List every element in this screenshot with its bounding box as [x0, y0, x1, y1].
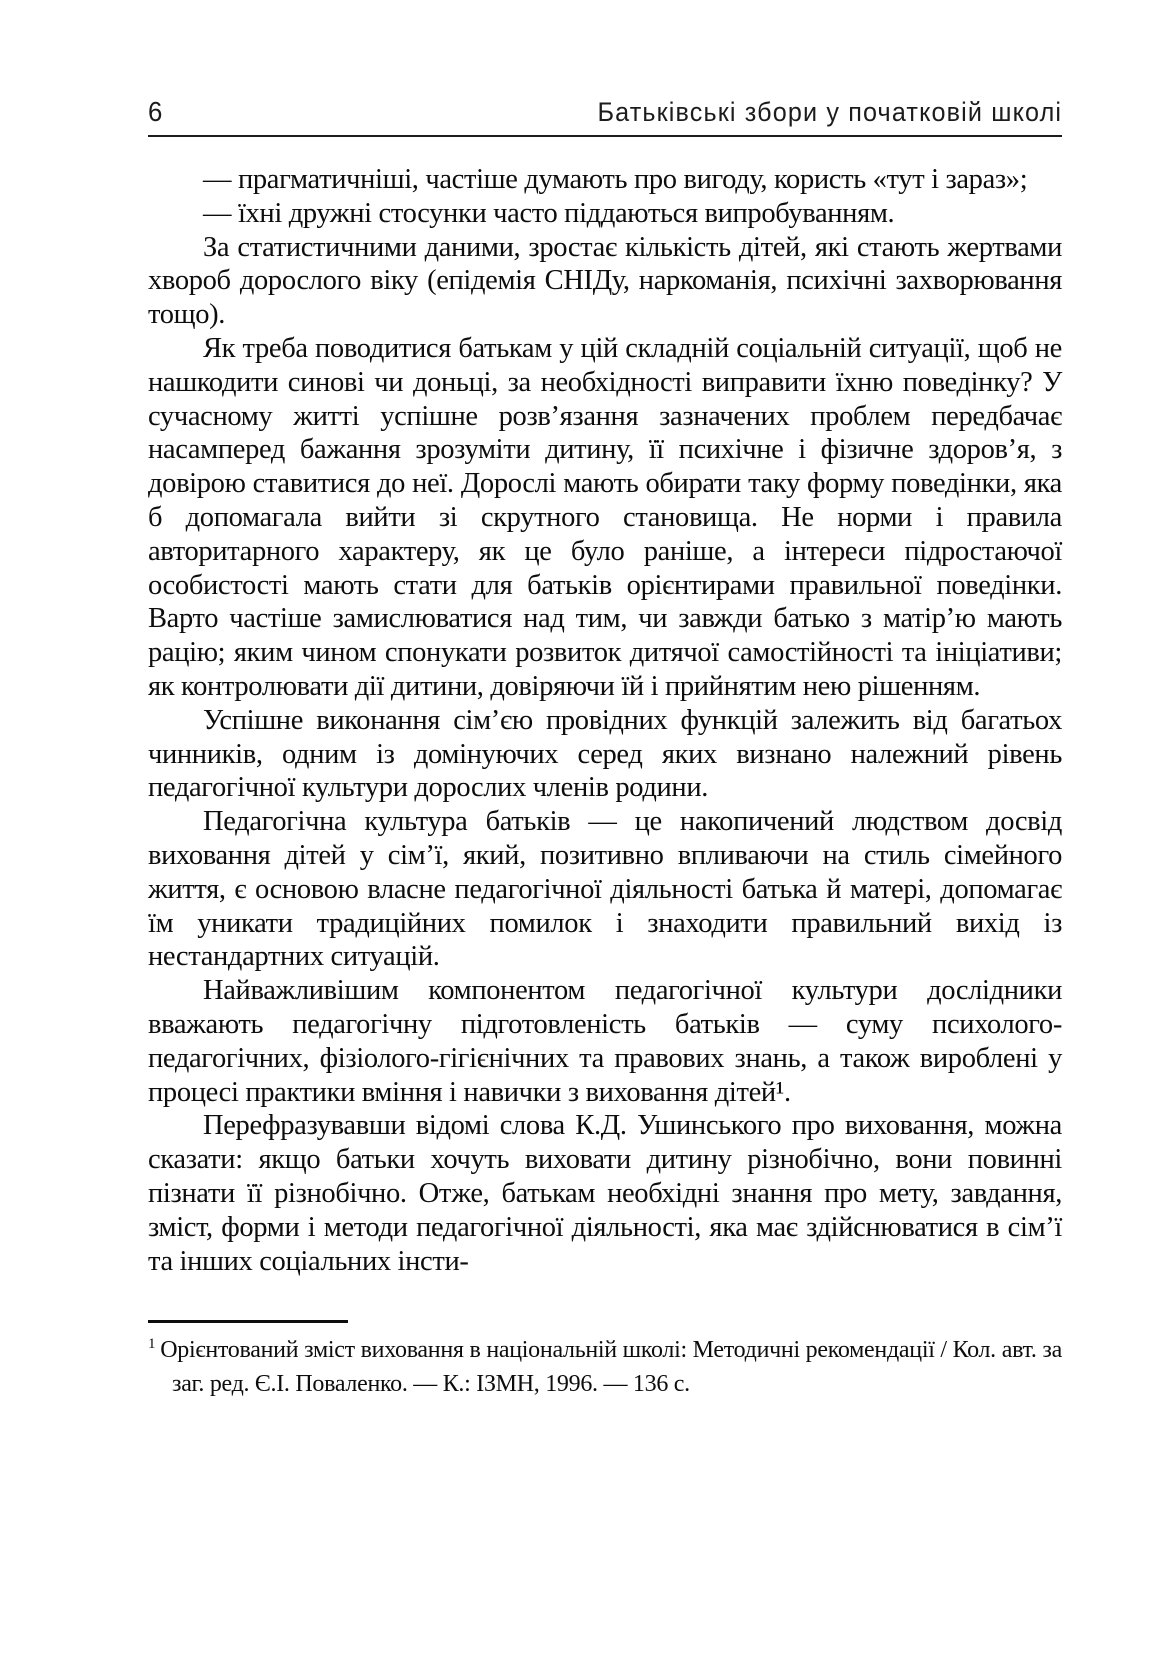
paragraph: Успішне виконання сім’єю провідних функцій залежить від багатьох чинників, одним із домінуючих серед яких визнано належний рівень педагогічної культури дорослих членів родини.	[148, 704, 1062, 804]
paragraph: Як треба поводитися батькам у цій складній соціальній ситуації, щоб не нашкодити синові чи доньці, за необхідності виправити їхню поведінку? У сучасному житті успішне розв’язання зазначених проблем передбачає насамперед бажання зрозуміти дитину, її психічне і фізичне здоров’я, з довірою ставитися до неї. Дорослі мають обирати таку форму поведінки, яка б допомагала вийти зі скрутного становища. Не норми і правила авторитарного характеру, як це було раніше, а інтереси підростаючої особистості мають стати для батьків орієнтирами правильної поведінки. Варто частіше замислюватися над тим, чи завжди батько з матір’ю мають рацію; яким чином спонукати розвиток дитячої самостійності та ініціативи; як контролювати дії дитини, довіряючи їй і прийнятим нею рішенням.	[148, 332, 1062, 702]
footnote	[148, 1333, 1062, 1401]
paragraph: Педагогічна культура батьків — це накопичений людством досвід виховання дітей у сім’ї, який, позитивно впливаючи на стиль сімейного життя, є основою власне педагогічної діяльності батька й матері, допомагає їм уникати традиційних помилок і знаходити правильний вихід із нестандартних ситуацій.	[148, 806, 1062, 973]
paragraph: Перефразувавши відомі слова К.Д. Ушинського про виховання, можна сказати: якщо батьки хочуть виховати дитину різнобічно, вони повинні пізнати її різнобічно. Отже, батькам необхідні знання про мету, завдання, зміст, форми і методи педагогічної діяльності, яка має здійснюватися в сім’ї та інших соціальних інсти-	[148, 1110, 1062, 1277]
footnote-marker: 1	[148, 1336, 156, 1353]
page-header	[148, 96, 1062, 137]
paragraph: За статистичними даними, зростає кількість дітей, які стають жертвами хвороб дорослого віку (епідемія СНІДу, наркоманія, психічні захворювання тощо).	[148, 231, 1062, 331]
page-number: 6	[148, 96, 164, 127]
paragraph: Найважливішим компонентом педагогічної культури дослідники вважають педагогічну підготовленість батьків — суму психолого-педагогічних, фізіолого-гігієнічних та правових знань, а також вироблені у процесі практики вміння і навички з виховання дітей¹.	[148, 975, 1062, 1108]
footnote-rule	[148, 1320, 348, 1323]
running-title: Батьківські збори у початковій школі	[597, 97, 1062, 127]
page-body	[148, 163, 1062, 1278]
footnote-text: Орієнтований зміст виховання в національній школі: Методичні рекомендації / Кол. авт. за заг. ред. Є.І. Поваленко. — К.: ІЗМН, 1996. — 136 с.	[160, 1337, 1062, 1398]
bullet-item: — їхні дружні стосунки часто піддаються випробуванням.	[203, 197, 895, 229]
footnote-area	[148, 1320, 1062, 1401]
bullet-item: — прагматичніші, частіше думають про вигоду, користь «тут і зараз»;	[203, 164, 1028, 195]
